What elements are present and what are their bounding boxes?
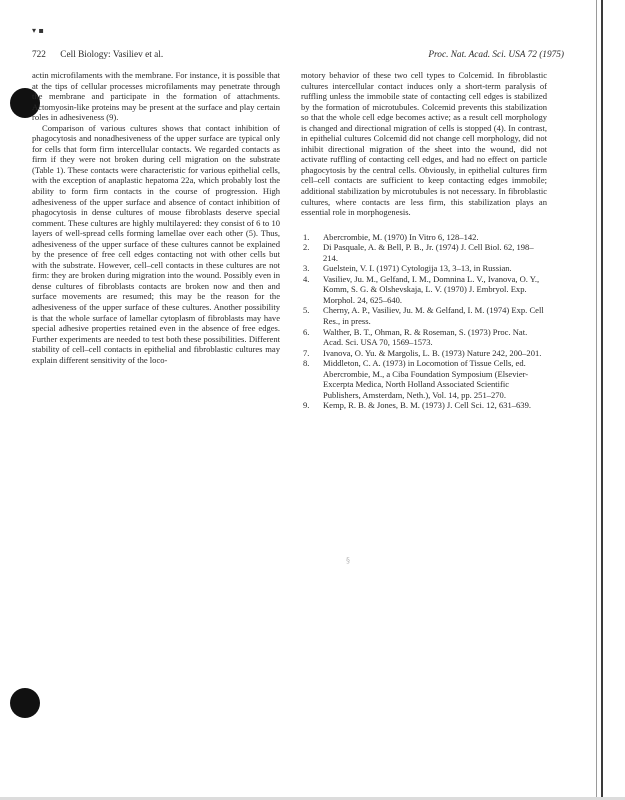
journal-citation: Proc. Nat. Acad. Sci. USA 72 (1975)	[428, 50, 564, 60]
reference-text: Di Pasquale, A. & Bell, P. B., Jr. (1974) J. Cell Biol. 62, 198–214.	[323, 242, 534, 263]
reference-number: 5.	[303, 305, 310, 316]
reference-item	[301, 327, 547, 348]
reference-item	[301, 348, 547, 359]
reference-number: 1.	[303, 231, 310, 242]
reference-item	[301, 358, 547, 400]
reference-item	[301, 305, 547, 326]
reference-number: 3.	[303, 263, 310, 274]
body-paragraph: motory behavior of these two cell types to Colcemid. In fibroblastic cultures intercellular contact induces only a short-term paralysis of ruffling unless the immobile state of contacting cell edges is stabilized by the formation of microtubules. Colcemid prevents this stabilization so that the whole cell edge becomes active; as a result cell morphology is changed and directional migration of cells is stopped (4). In contrast, in epithelial cultures Colcemid did not change cell morphology, did not inhibit directional migration of the sheet into the wound, did not activate ruffling of contacting cell edges, and had no effect on particle phagocytosis by the central cells. Obviously, in epithelial cultures firm cell–cell contacts are sufficient to keep contacting edges immobile; additional stabilization by microtubules is not necessary. In fibroblastic cultures, where contacts are less firm, this stabilization plays an essential role in morphogenesis.	[301, 70, 547, 218]
reference-item	[301, 242, 547, 263]
reference-number: 9.	[303, 400, 310, 411]
reference-number: 6.	[303, 326, 310, 337]
reference-item	[301, 400, 547, 411]
left-column	[32, 70, 280, 365]
page-edge-shadow	[601, 0, 603, 800]
running-header	[32, 50, 564, 64]
body-paragraph: actin microfilaments with the membrane. For instance, it is possible that at the tips of cellular processes microfilaments may penetrate through the membrane and participate in the formation of attachments. Actomyosin-like proteins may be present at the surface and play certain roles in adhesiveness (9).	[32, 70, 280, 123]
reference-text: Middleton, C. A. (1973) in Locomotion of Tissue Cells, ed. Abercrombie, M., a Ciba Foundation Symposium (Elsevier-Excerpta Medica, North Holland Associated Scientific Publishers, Amsterdam, Neth.), Vol. 14, pp. 251–270.	[323, 358, 529, 400]
scan-speck: ▾ ▪	[32, 26, 44, 35]
running-authors: Vasiliev et al.	[112, 50, 164, 60]
reference-text: Guelstein, V. I. (1971) Cytologija 13, 3–13, in Russian.	[323, 263, 512, 274]
faint-scan-mark: §	[346, 556, 350, 565]
reference-item	[301, 274, 547, 306]
reference-text: Kemp, R. B. & Jones, B. M. (1973) J. Cell Sci. 12, 631–639.	[323, 400, 531, 411]
reference-number: 8.	[303, 358, 310, 369]
header-left	[32, 50, 163, 60]
reference-number: 7.	[303, 347, 310, 358]
running-title: Cell Biology:	[60, 50, 111, 60]
reference-list	[301, 232, 547, 411]
reference-text: Vasiliev, Ju. M., Gelfand, I. M., Domnina L. V., Ivanova, O. Y., Komm, S. G. & Olshevskaja, L. V. (1970) J. Embryol. Exp. Morphol. 24, 625–640.	[323, 273, 540, 305]
reference-number: 2.	[303, 242, 310, 253]
reference-text: Abercrombie, M. (1970) In Vitro 6, 128–142.	[323, 231, 479, 242]
page-number: 722	[32, 50, 46, 60]
reference-text: Cherny, A. P., Vasiliev, Ju. M. & Gelfand, I. M. (1974) Exp. Cell Res., in press.	[323, 305, 544, 327]
binder-hole-bottom	[10, 688, 40, 718]
reference-item	[301, 232, 547, 243]
page-edge-line	[596, 0, 597, 800]
right-column	[301, 70, 547, 420]
reference-text: Ivanova, O. Yu. & Margolis, L. B. (1973) Nature 242, 200–201.	[323, 347, 542, 358]
reference-text: Walther, B. T., Ohman, R. & Roseman, S. (1973) Proc. Nat. Acad. Sci. USA 70, 1569–1573.	[323, 326, 528, 348]
reference-number: 4.	[303, 273, 310, 284]
reference-item	[301, 263, 547, 274]
body-paragraph: Comparison of various cultures shows that contact inhibition of phagocytosis and nonadhesiveness of the upper surface are typical only for cells that form firm intercellular contacts. We regarded contacts as firm if they were not broken during cell migration on the substrate (Table 1). These contacts were characteristic for various epithelial cells, with the exception of anaplastic hepatoma 22a, which probably lost the ability to form firm contacts in the course of progression. High adhesiveness of the upper surface and absence of contact inhibition of phagocytosis in dense cultures of mouse fibroblasts deserve special comment. These cultures are highly multilayered: they consist of 6 to 10 layers of well-spread cells forming lamellae over each other (5). Thus, adhesiveness of the upper surface of these cultures cannot be explained by the presence of free cell edges contacting not with other cells but with the substrate. However, cell–cell contacts in these cultures are not firm: they are broken during migration into the wound. Possibly even in dense cultures of fibroblasts contacts are broken now and then and surface movements are resumed; this may be the reason for the adhesiveness of the upper surface of these cultures. Another possibility is that the whole surface of lamellar cytoplasm of fibroblasts may have special adhesive properties retained even in the absence of free edges. Further experiments are needed to test both these possibilities. Different stability of cell–cell contacts in epithelial and fibroblastic cultures may explain different sensitivity of the loco-	[32, 122, 280, 365]
